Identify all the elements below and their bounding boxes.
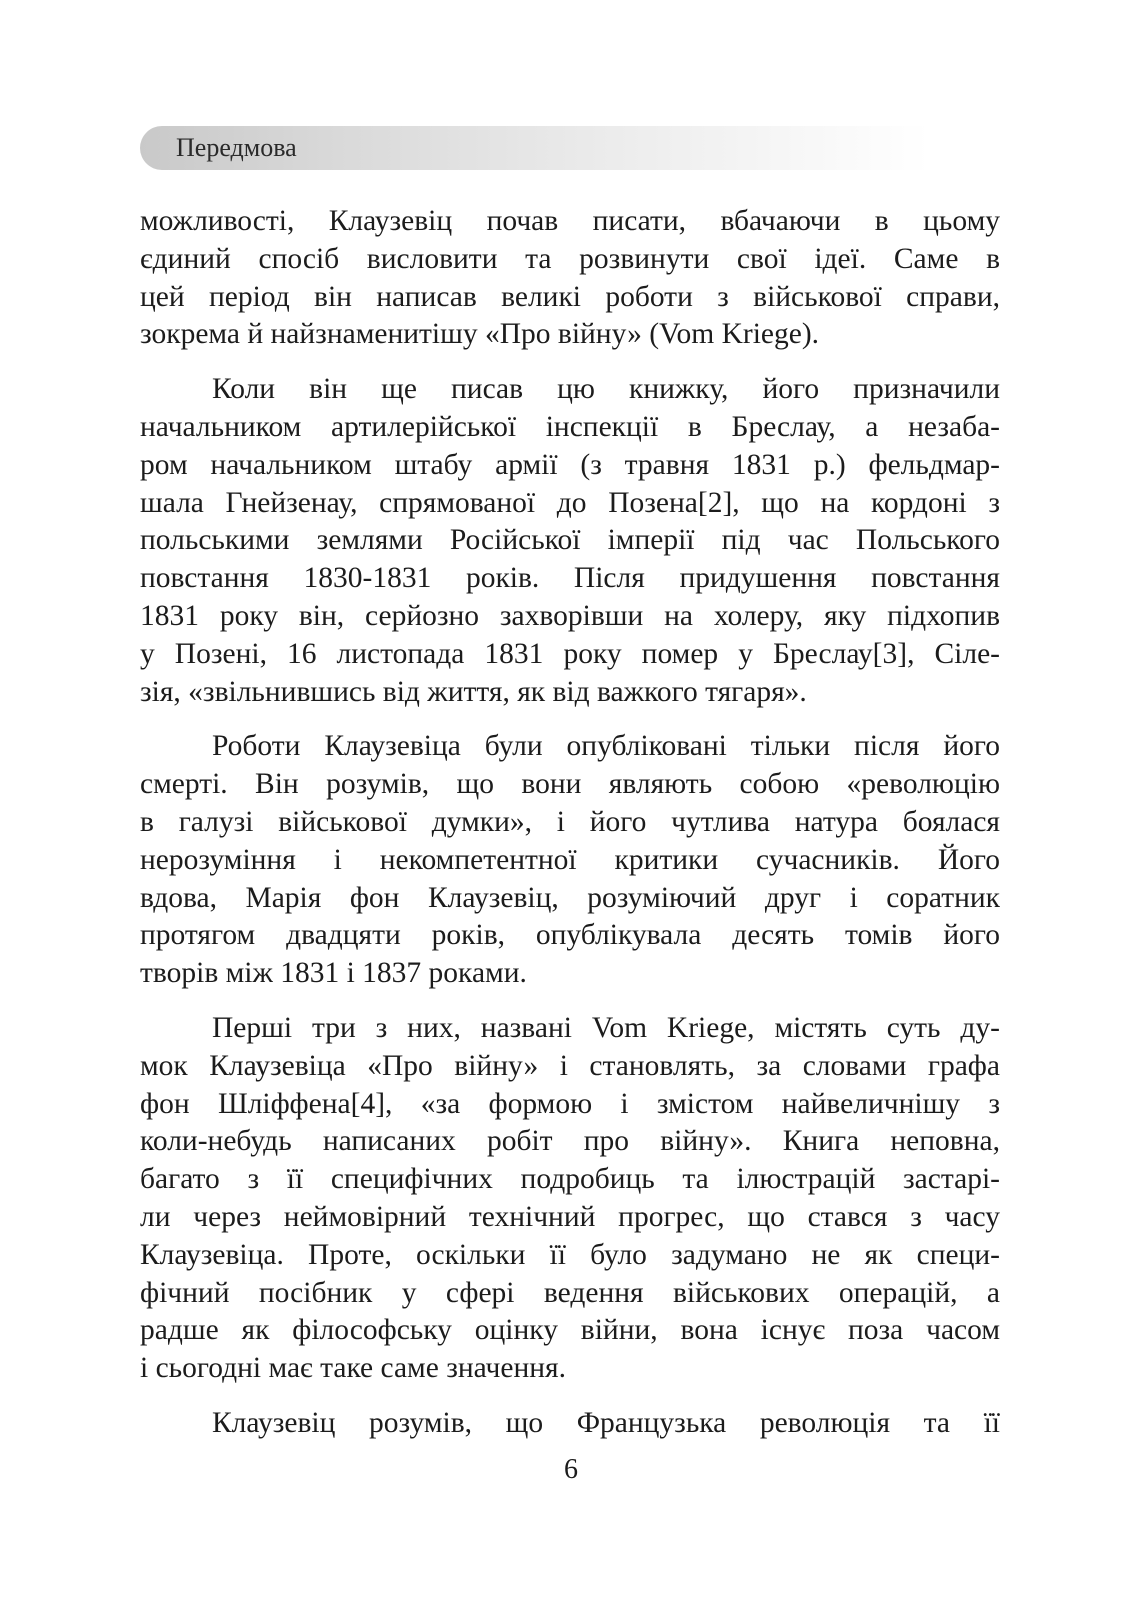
text-line: польськими землями Російської імперії під час Польського xyxy=(140,524,1000,557)
text-line: багато з її специфічних подробиць та ілюстрацій застарі- xyxy=(140,1163,1000,1196)
text-line: повстання 1830-1831 років. Після придушення повстання xyxy=(140,562,1000,595)
paragraph-3 xyxy=(140,728,1000,993)
text-line: у Позені, 16 листопада 1831 року помер у Бреслау[3], Сіле- xyxy=(140,637,1000,670)
text-line: коли-небудь написаних робіт про війну». Книга неповна, xyxy=(140,1125,1000,1158)
text-line: вдова, Марія фон Клаузевіц, розуміючий друг і соратник xyxy=(140,881,1000,914)
page-number: 6 xyxy=(564,1454,578,1485)
paragraph-1 xyxy=(140,203,1000,354)
text-line: ли через неймовірний технічний прогрес, що стався з часу xyxy=(140,1200,1000,1233)
paragraph-5 xyxy=(140,1405,1000,1443)
text-line: зія, «звільнившись від життя, як від важкого тягаря». xyxy=(140,675,807,708)
text-line: ром начальником штабу армії (з травня 1831 р.) фельдмар- xyxy=(140,448,1000,481)
text-line: Клаузевіца. Проте, оскільки її було задумано не як специ- xyxy=(140,1238,1000,1271)
paragraph-4 xyxy=(140,1010,1000,1388)
text-line: шала Гнейзенау, спрямованої до Позена[2], що на кордоні з xyxy=(140,486,1000,519)
text-line: протягом двадцяти років, опублікувала десять томів його xyxy=(140,919,1000,952)
text-line: смерті. Він розумів, що вони являють собою «революцію xyxy=(140,768,1000,801)
text-line: можливості, Клаузевіц почав писати, вбачаючи в цьому xyxy=(140,205,1000,237)
text-line: цей період він написав великі роботи з військової справи, xyxy=(140,280,1000,313)
text-line: начальником артилерійської інспекції в Бреслау, а незаба- xyxy=(140,410,1000,443)
text-line: в галузі військової думки», і його чутлива натура боялася xyxy=(140,805,1000,838)
running-header-title: Передмова xyxy=(176,133,297,162)
text-line: радше як філософську оцінку війни, вона існує поза часом xyxy=(140,1314,1000,1347)
text-line: і сьогодні має таке саме значення. xyxy=(140,1352,566,1385)
text-line: 1831 року він, серйозно захворівши на холеру, яку підхопив xyxy=(140,599,1000,632)
paragraph-2 xyxy=(140,371,1000,711)
body-text xyxy=(140,203,1000,1460)
text-line: мок Клаузевіца «Про війну» і становлять, за словами графа xyxy=(140,1049,1000,1082)
text-line: нерозуміння і некомпетентної критики сучасників. Його xyxy=(140,843,1000,876)
text-line: Роботи Клаузевіца були опубліковані тільки після його xyxy=(212,730,1000,763)
text-line: Коли він ще писав цю книжку, його призначили xyxy=(212,373,1000,406)
text-line: творів між 1831 і 1837 роками. xyxy=(140,957,527,990)
running-header-bar xyxy=(140,126,930,170)
text-line: Клаузевіц розумів, що Французька революція та її xyxy=(212,1406,1000,1439)
text-line: зокрема й найзнаменитішу «Про війну» (Vom Kriege). xyxy=(140,318,820,351)
text-line: фон Шліффена[4], «за формою і змістом найвеличнішу з xyxy=(140,1087,1000,1120)
text-line: фічний посібник у сфері ведення військових операцій, а xyxy=(140,1276,1000,1309)
text-line: Перші три з них, названі Vom Kriege, містять суть ду- xyxy=(212,1011,1000,1044)
text-line: єдиний спосіб висловити та розвинути свої ідеї. Саме в xyxy=(140,242,1000,275)
